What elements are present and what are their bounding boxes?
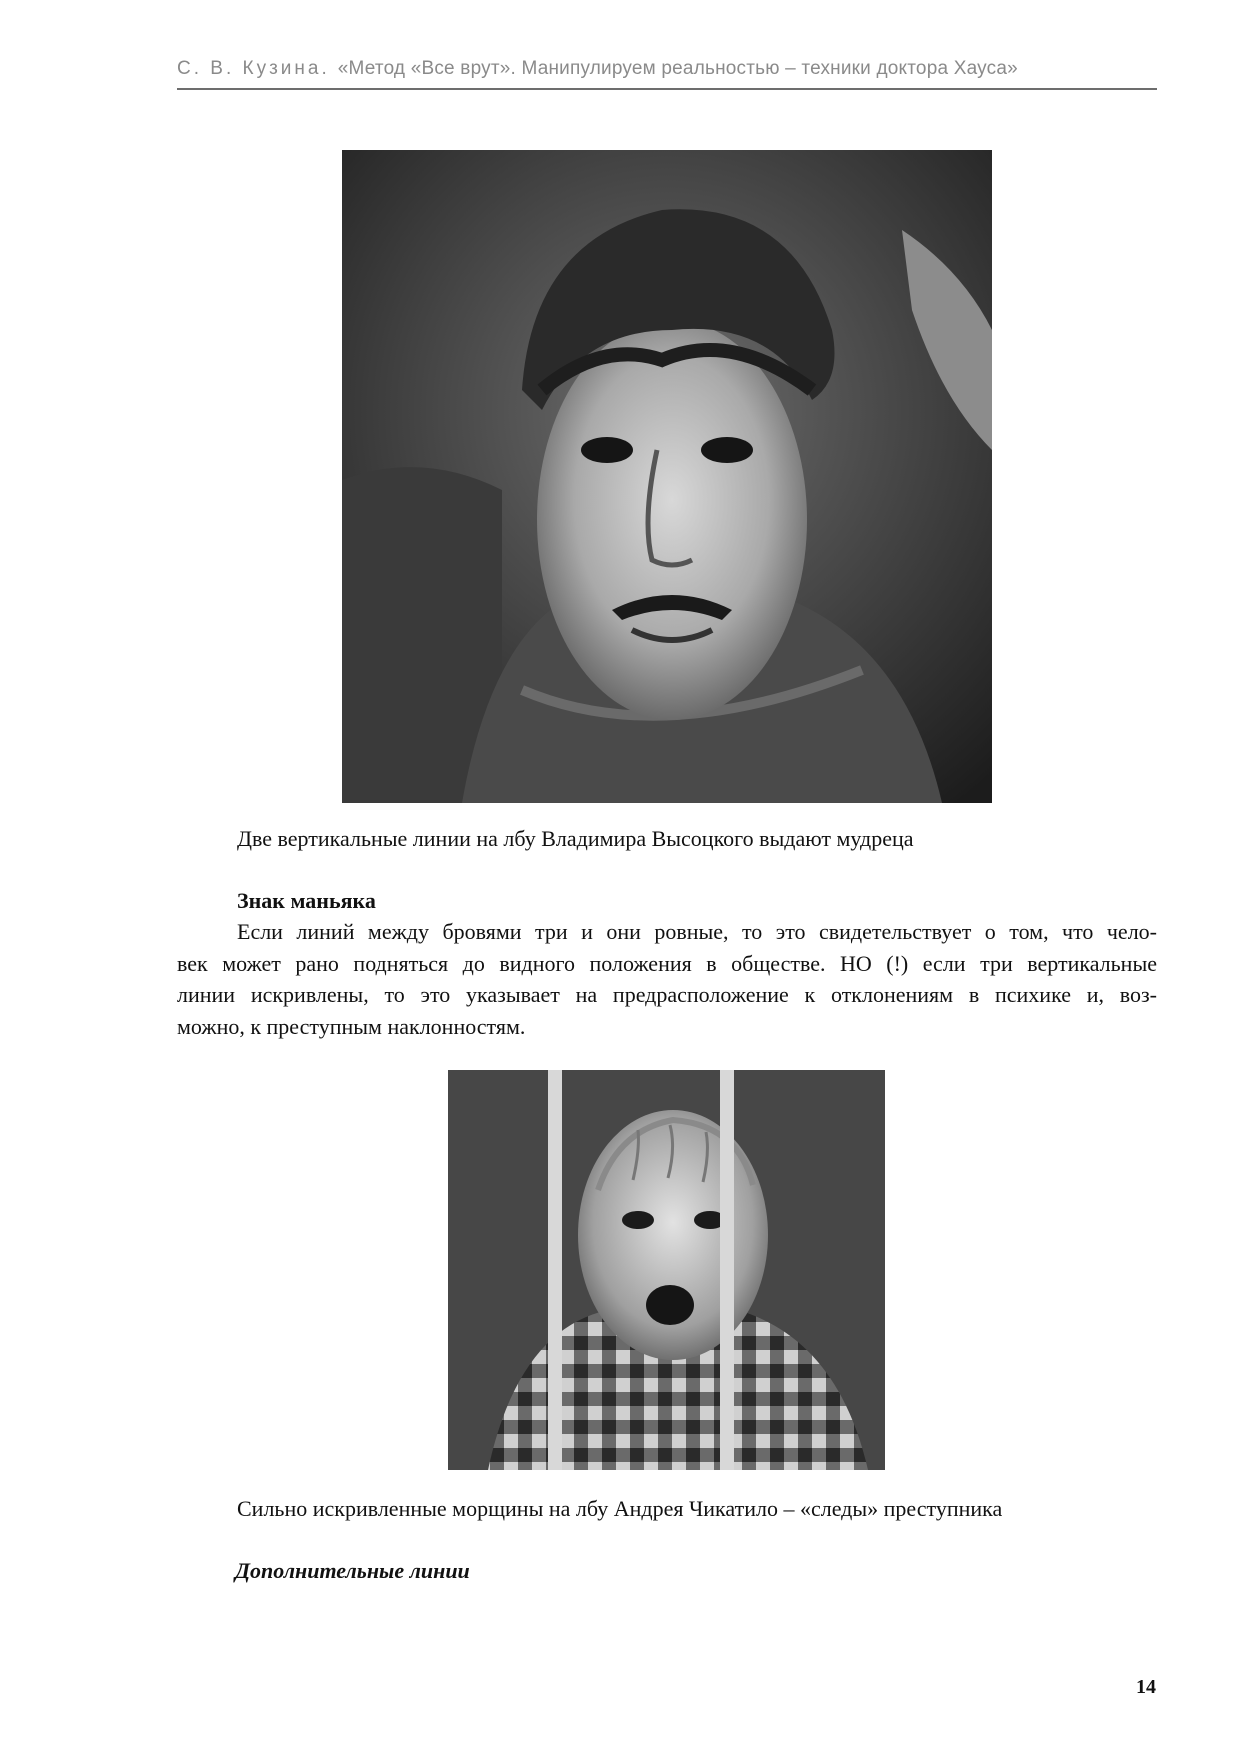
section-heading: Знак маньяка xyxy=(237,888,376,913)
portrait-photo-vysotsky xyxy=(342,150,992,803)
figure-caption: Две вертикальные линии на лбу Владимира Высоцкого выдают мудреца xyxy=(237,826,914,851)
section-heading: Дополнительные линии xyxy=(235,1558,470,1583)
paragraph-line: Если линий между бровями три и они ровные, то это свидетельствует о том, что чело- xyxy=(237,919,1157,944)
paragraph-line: век может рано подняться до видного положения в обществе. НО (!) если три вертикальные xyxy=(177,950,1157,976)
running-header xyxy=(177,58,1157,80)
header-title: «Метод «Все врут». Манипулируем реальностью – техники доктора Хауса» xyxy=(337,58,1018,79)
paragraph-line: линии искривлены, то это указывает на предрасположение к отклонениям в психике и, воз- xyxy=(177,982,1157,1007)
paragraph-line: можно, к преступным наклонностям. xyxy=(177,1013,526,1039)
page-number: 14 xyxy=(1136,1676,1156,1698)
paragraph xyxy=(177,916,1157,1042)
header-rule xyxy=(177,88,1157,90)
figure-caption: Сильно искривленные морщины на лбу Андрея Чикатило – «следы» преступника xyxy=(237,1496,1003,1521)
header-author: С. В. Кузина. xyxy=(177,58,330,79)
portrait-photo-chikatilo xyxy=(448,1070,885,1470)
